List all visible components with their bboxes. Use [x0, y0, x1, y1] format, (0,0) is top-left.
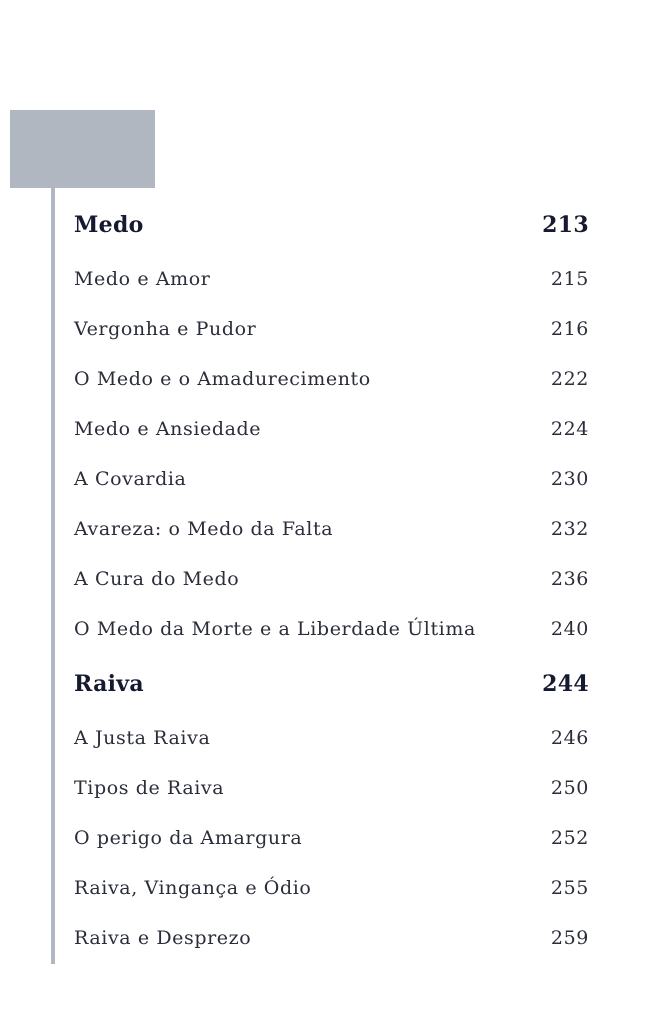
toc-page-number: 244 [542, 671, 589, 697]
toc-entry [74, 727, 589, 749]
toc-section-raiva [74, 671, 589, 697]
toc-entry-title: Avareza: o Medo da Falta [74, 518, 334, 540]
toc-entry [74, 418, 589, 440]
toc-page-number: 259 [550, 927, 589, 949]
toc-section-title: Medo [74, 212, 144, 238]
toc-page-number: 215 [550, 268, 589, 290]
toc-page-number: 232 [550, 518, 589, 540]
toc-entry [74, 468, 589, 490]
toc-entry-title: A Covardia [74, 468, 187, 490]
toc-page-number: 236 [550, 568, 589, 590]
toc-entry [74, 777, 589, 799]
toc-page-number: 222 [550, 368, 589, 390]
toc-section-medo [74, 212, 589, 238]
toc-entry-title: O Medo e o Amadurecimento [74, 368, 371, 390]
toc-entry-title: Medo e Amor [74, 268, 211, 290]
toc-entry-title: Tipos de Raiva [74, 777, 225, 799]
toc-page-number: 216 [550, 318, 589, 340]
toc-page-number: 250 [550, 777, 589, 799]
toc-entry-title: Raiva e Desprezo [74, 927, 252, 949]
toc-entry-title: O Medo da Morte e a Liberdade Última [74, 618, 476, 640]
toc-page-number: 240 [550, 618, 589, 640]
toc-page-number: 213 [542, 212, 589, 238]
decorative-corner-block [10, 110, 155, 188]
toc-entry-title: Vergonha e Pudor [74, 318, 257, 340]
toc-entry-title: Raiva, Vingança e Ódio [74, 877, 312, 899]
toc-entry [74, 568, 589, 590]
toc-page-number: 255 [550, 877, 589, 899]
toc-entry [74, 518, 589, 540]
decorative-side-rule [51, 188, 55, 964]
toc-entry [74, 618, 589, 640]
toc-entry-title: A Justa Raiva [74, 727, 211, 749]
toc-entry [74, 877, 589, 899]
toc-entry-title: Medo e Ansiedade [74, 418, 262, 440]
toc-page-number: 224 [550, 418, 589, 440]
toc-entry [74, 927, 589, 949]
toc-page-number: 246 [550, 727, 589, 749]
toc-entry [74, 318, 589, 340]
toc-page-number: 230 [550, 468, 589, 490]
toc-section-title: Raiva [74, 671, 144, 697]
toc-entry [74, 268, 589, 290]
toc-entry [74, 368, 589, 390]
toc-entry-title: O perigo da Amargura [74, 827, 303, 849]
toc-entry-title: A Cura do Medo [74, 568, 240, 590]
toc-entry [74, 827, 589, 849]
toc-page-number: 252 [550, 827, 589, 849]
